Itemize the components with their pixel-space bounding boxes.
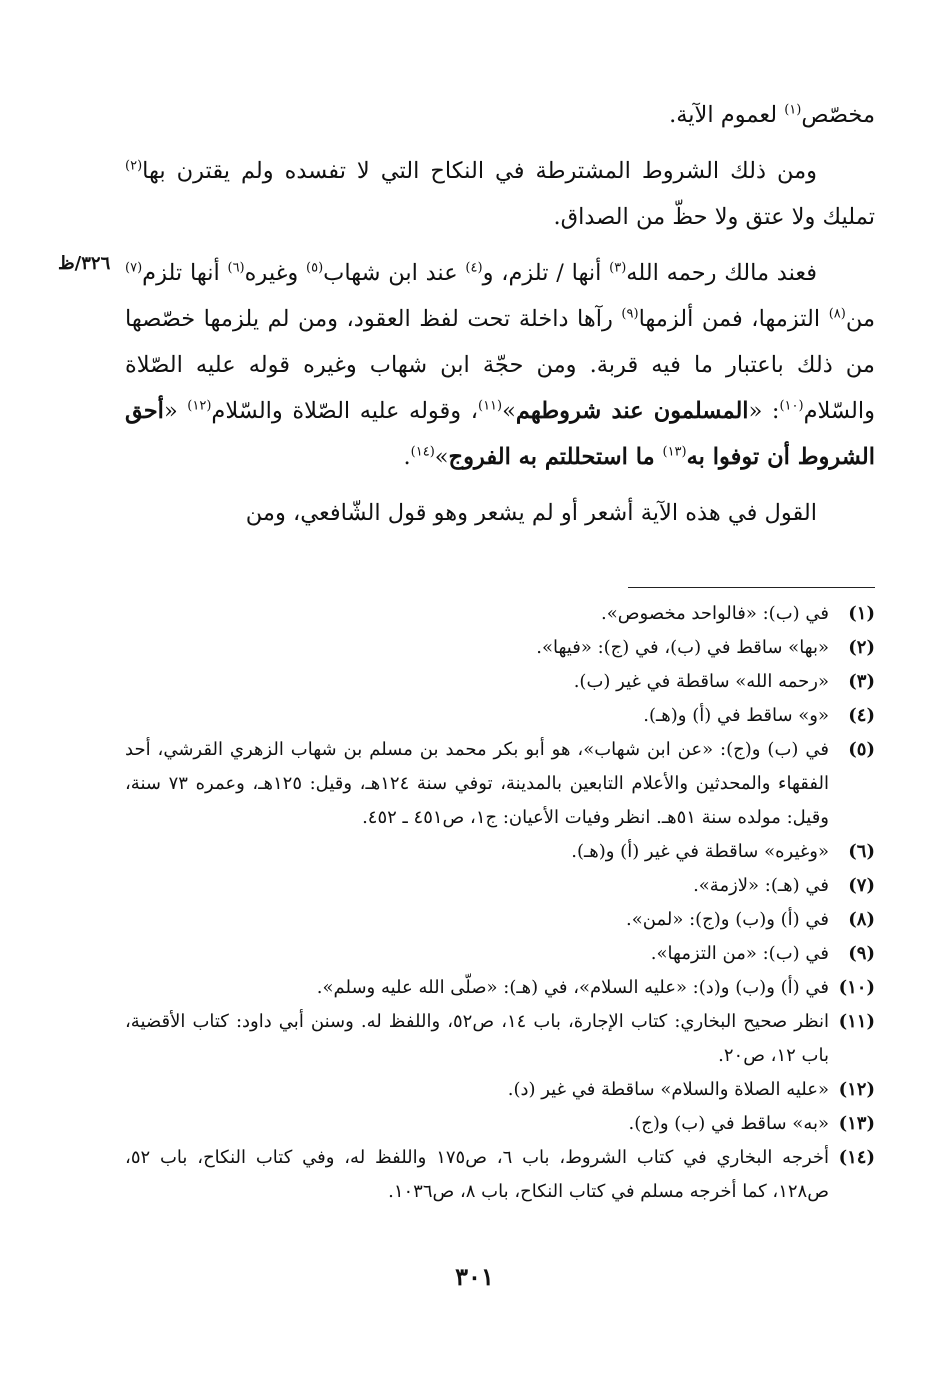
footnote-separator [628, 587, 875, 588]
text-span: . [403, 444, 411, 470]
footnote-ref-6[interactable]: (٦) [227, 260, 245, 276]
footnote-text: في (ب): «فالواحد مخصوص». [601, 603, 829, 624]
footnote-number: (٧) [848, 875, 875, 896]
hadith-quote-1: المسلمون عند شروطهم [515, 398, 749, 424]
footnote-number: (٩) [848, 943, 875, 964]
text-span: من [845, 306, 876, 332]
text-span: » [502, 398, 516, 424]
footnote-ref-8[interactable]: (٨) [828, 306, 846, 322]
footnote-ref-14[interactable]: (١٤) [410, 444, 435, 460]
text-span: » [434, 444, 449, 470]
text-span: لعموم الآية. [669, 102, 785, 128]
footnote-1 [125, 597, 875, 631]
footnote-number: (١) [848, 603, 875, 624]
footnote-ref-2[interactable]: (٢) [125, 158, 143, 174]
text-span: تمليك ولا عتق ولا حظّ من الصداق. [553, 204, 875, 230]
text-span: ، وقوله عليه الصّلاة والسّلام [211, 398, 478, 424]
page-number: ٣٠١ [455, 1262, 494, 1291]
footnote-text: انظر صحيح البخاري: كتاب الإجارة، باب ١٤، ص٥٢، واللفظ له. وسنن أبي داود: كتاب الأقضية، باب ١٢، ص٢٠. [125, 1011, 830, 1066]
footnote-10 [125, 971, 875, 1005]
footnote-ref-9[interactable]: (٩) [621, 306, 639, 322]
footnote-4 [125, 699, 875, 733]
text-span: : « [748, 398, 780, 424]
text-span: القول في هذه الآية أشعر أو لم يشعر وهو قول الشّافعي، ومن [245, 500, 817, 526]
footnote-text: في (ب): «من التزمها». [650, 943, 829, 964]
footnote-text: «عليه الصلاة والسلام» ساقطة في غير (د). [507, 1079, 829, 1100]
footnote-text: في (أ) و(ب) و(ج): «لمن». [626, 909, 829, 930]
footnote-number: (٤) [848, 705, 875, 726]
footnote-number: (٢) [848, 637, 875, 658]
footnote-text: في (أ) و(ب) و(د): «عليه السلام»، في (هـ): «صلّى الله عليه وسلم». [316, 977, 829, 998]
text-span: رآها داخلة تحت لفظ العقود، ومن لم يلزمها خصّصها من ذلك باعتبار ما فيه قربة. ومن حجّة ابن شهاب وغيره قوله عليه الصّلاة والسّلام [125, 306, 875, 424]
text-span: التزمها، فمن ألزمها [638, 306, 829, 332]
footnote-text: «و» ساقط في (أ) و(هـ). [643, 705, 829, 726]
footnote-text: أخرجه البخاري في كتاب الشروط، باب ٦، ص١٧٥ واللفظ له، وفي كتاب النكاح، باب ٥٢، ص١٢٨، كما أخرجه مسلم في كتاب النكاح، باب ٨، ص١٠٣٦. [125, 1147, 830, 1202]
footnote-ref-7[interactable]: (٧) [125, 260, 143, 276]
paragraph-2 [125, 148, 875, 240]
footnote-11 [125, 1005, 875, 1073]
footnote-ref-10[interactable]: (١٠) [779, 398, 804, 414]
text-span: أنها / تلزم، و [482, 260, 610, 286]
footnotes-list [125, 597, 875, 1209]
footnote-3 [125, 665, 875, 699]
manuscript-folio-marker: ٣٢٦/ظ [58, 253, 111, 274]
footnote-number: (٨) [848, 909, 875, 930]
text-span: « [163, 398, 188, 424]
footnote-7 [125, 869, 875, 903]
footnote-8 [125, 903, 875, 937]
footnote-text: في (ب) و(ج): «عن ابن شهاب»، هو أبو بكر محمد بن مسلم بن شهاب الزهري القرشي، أحد الفقهاء والمحدثين والأعلام التابعين بالمدينة، توفي سنة ١٢٤هـ، وقيل: ١٢٥هـ، وعمره ٧٣ سنة، وقيل: مولده سنة ٥١هـ. انظر وفيات الأعيان: ج١، ص٤٥١ ـ ٤٥٢. [125, 739, 829, 828]
footnote-number: (٦) [848, 841, 875, 862]
footnote-9 [125, 937, 875, 971]
footnote-number: (١٢) [838, 1079, 875, 1100]
footnote-5 [125, 733, 875, 835]
footnote-12 [125, 1073, 875, 1107]
footnote-14 [125, 1141, 875, 1209]
footnote-13 [125, 1107, 875, 1141]
footnote-text: «به» ساقط في (ب) و(ج). [628, 1113, 829, 1134]
footnote-number: (٥) [848, 739, 875, 760]
text-span: أنها تلزم [142, 260, 228, 286]
footnote-ref-12[interactable]: (١٢) [187, 398, 212, 414]
hadith-quote-2-part-1: أحق الشروط أن توفوا به [125, 398, 875, 470]
footnote-ref-13[interactable]: (١٣) [662, 444, 687, 460]
footnote-text: «بها» ساقط في (ب)، في (ج): «فيها». [536, 637, 829, 658]
hadith-quote-2-part-2: ما استحللتم به الفروج [448, 444, 663, 470]
paragraph-4 [125, 490, 875, 536]
footnote-ref-11[interactable]: (١١) [477, 398, 503, 414]
footnote-ref-1[interactable]: (١) [784, 102, 802, 118]
footnote-number: (١١) [838, 1011, 875, 1032]
footnote-2 [125, 631, 875, 665]
footnote-6 [125, 835, 875, 869]
text-span: ومن ذلك الشروط المشترطة في النكاح التي لا تفسده ولم يقترن بها [142, 158, 817, 184]
footnote-number: (١٠) [838, 977, 875, 998]
footnote-text: في (هـ): «لازمة». [693, 875, 829, 896]
footnote-text: «رحمه الله» ساقطة في غير (ب). [573, 671, 829, 692]
footnote-text: «وغيره» ساقطة في غير (أ) و(هـ). [571, 841, 829, 862]
footnote-number: (١٤) [838, 1147, 875, 1168]
footnote-number: (١٣) [838, 1113, 875, 1134]
main-text [125, 92, 875, 536]
text-span: وغيره [244, 260, 307, 286]
footnote-number: (٣) [848, 671, 875, 692]
text-span: مخصّص [801, 102, 875, 128]
footnote-ref-4[interactable]: (٤) [465, 260, 483, 276]
footnote-ref-3[interactable]: (٣) [609, 260, 627, 276]
footnote-ref-5[interactable]: (٥) [306, 260, 324, 276]
paragraph-3 [125, 250, 875, 480]
text-span: عند ابن شهاب [323, 260, 466, 286]
paragraph-1 [125, 92, 875, 138]
text-span: فعند مالك رحمه الله [626, 260, 818, 286]
